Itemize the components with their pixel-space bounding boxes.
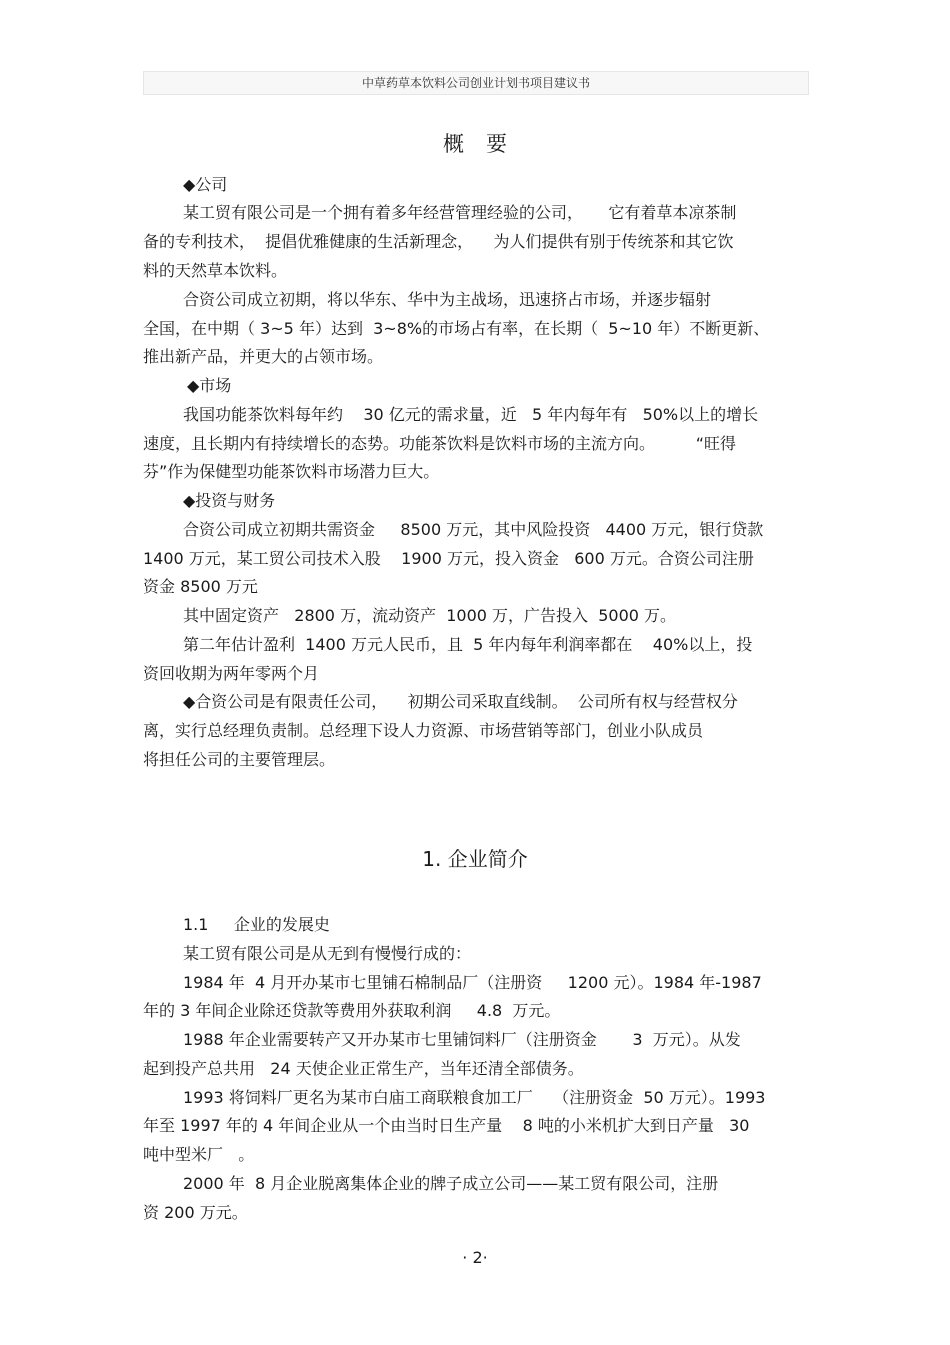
paragraph-line: 第二年估计盈利 1400 万元人民币，且 5 年内每年利润率都在 40%以上，投 — [183, 635, 753, 654]
subsection-title: 1.1 企业的发展史 — [183, 915, 330, 934]
paragraph-line: 其中固定资产 2800 万，流动资产 1000 万，广告投入 5000 万。 — [183, 606, 677, 625]
page-number: · 2· — [462, 1248, 488, 1267]
paragraph-line: 年的 3 年间企业除还贷款等费用外获取利润 4.8 万元。 — [143, 1001, 561, 1020]
heading-company: ◆公司 — [183, 175, 228, 194]
heading-market: ◆市场 — [187, 376, 232, 395]
paragraph-line: 1993 将饲料厂更名为某市白庙工商联粮食加工厂 （注册资金 50 万元）。1993 — [183, 1088, 766, 1107]
paragraph-line: 芬”作为保健型功能茶饮料市场潜力巨大。 — [143, 462, 440, 481]
paragraph-line: 某工贸有限公司是一个拥有着多年经营管理经验的公司， 它有着草本凉茶制 — [183, 203, 737, 222]
paragraph-line: 2000 年 8 月企业脱离集体企业的牌子成立公司——某工贸有限公司，注册 — [183, 1174, 719, 1193]
heading-investment: ◆投资与财务 — [183, 491, 276, 510]
paragraph-line: 资金 8500 万元 — [143, 577, 258, 596]
paragraph-line: 1400 万元，某工贸公司技术入股 1900 万元，投入资金 600 万元。合资公司注册 — [143, 549, 754, 568]
heading-organization: ◆合资公司是有限责任公司， 初期公司采取直线制。 公司所有权与经营权分 — [183, 692, 738, 711]
paragraph-line: 吨中型米厂 。 — [143, 1145, 255, 1164]
paragraph-line: 1984 年 4 月开办某市七里铺石棉制品厂（注册资 1200 元）。1984 年-1987 — [183, 973, 762, 992]
paragraph-line: 1988 年企业需要转产又开办某市七里铺饲料厂（注册资金 3 万元）。从发 — [183, 1030, 741, 1049]
paragraph-line: 起到投产总共用 24 天使企业正常生产，当年还清全部债务。 — [143, 1059, 584, 1078]
paragraph-line: 资回收期为两年零两个月 — [143, 664, 320, 683]
summary-title: 概要 — [443, 132, 529, 156]
paragraph-line: 某工贸有限公司是从无到有慢慢行成的： — [183, 944, 472, 963]
paragraph-line: 资 200 万元。 — [143, 1203, 248, 1222]
paragraph-line: 离，实行总经理负责制。总经理下设人力资源、市场营销等部门，创业小队成员 — [143, 721, 704, 740]
paragraph-line: 备的专利技术， 提倡优雅健康的生活新理念， 为人们提供有别于传统茶和其它饮 — [143, 232, 734, 251]
paragraph-line: 我国功能茶饮料每年约 30 亿元的需求量，近 5 年内每年有 50%以上的增长 — [183, 405, 759, 424]
paragraph-line: 合资公司成立初期共需资金 8500 万元，其中风险投资 4400 万元，银行贷款 — [183, 520, 764, 539]
paragraph-line: 合资公司成立初期，将以华东、华中为主战场，迅速挤占市场，并逐步辐射 — [183, 290, 712, 309]
paragraph-line: 全国，在中期（ 3~5 年）达到 3~8%的市场占有率，在长期（ 5~10 年）不断更新、 — [143, 319, 770, 338]
paragraph-line: 速度，且长期内有持续增长的态势。功能茶饮料是饮料市场的主流方向。 “旺得 — [143, 434, 736, 453]
paragraph-line: 年至 1997 年的 4 年间企业从一个由当时日生产量 8 吨的小米机扩大到日产量 30 — [143, 1116, 750, 1135]
running-header: 中草药草本饮料公司创业计划书项目建议书 — [143, 71, 809, 95]
paragraph-line: 推出新产品，并更大的占领市场。 — [143, 347, 384, 366]
paragraph-line: 料的天然草本饮料。 — [143, 261, 288, 280]
section-title: 1. 企业简介 — [422, 847, 528, 871]
paragraph-line: 将担任公司的主要管理层。 — [143, 750, 336, 769]
